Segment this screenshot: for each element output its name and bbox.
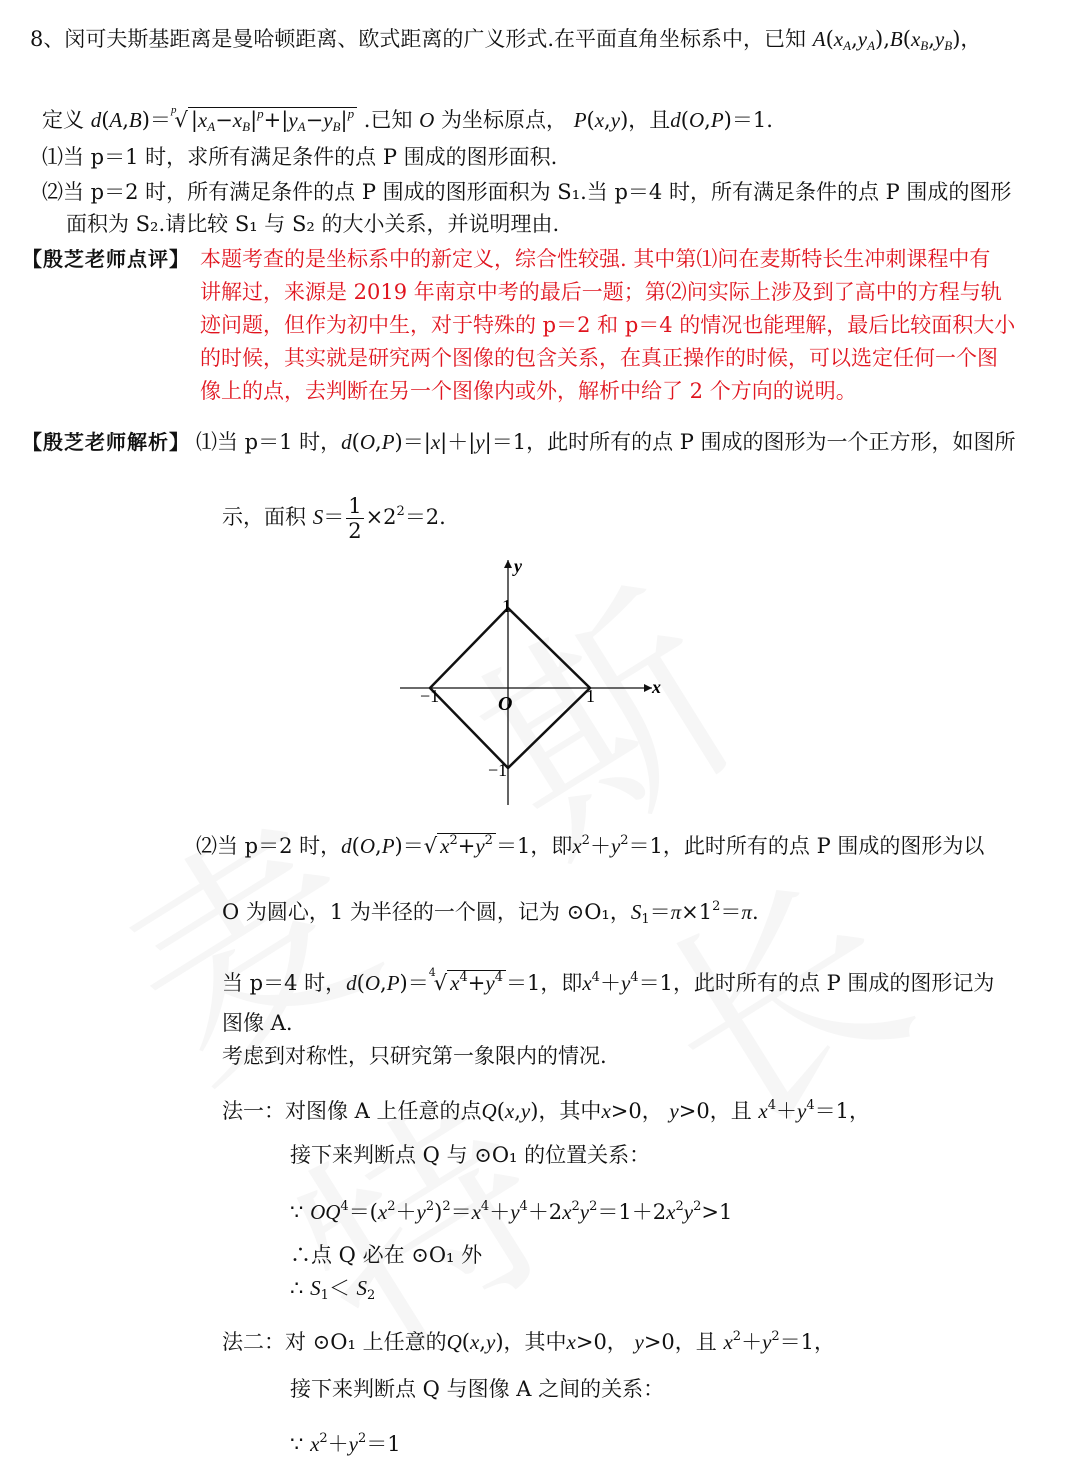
tick-label-left: −1 xyxy=(420,686,440,706)
s1-s2-comparison: $S_1< S_2$ xyxy=(310,1276,376,1303)
distance-definition-formula: d(A,B)＝$^p$√ $|x_A-x_B|^p+|y_A-y_B|^p$ xyxy=(91,108,357,132)
tick-label-bottom: −1 xyxy=(488,760,508,780)
comment-line-1: 本题考查的是坐标系中的新定义，综合性较强. 其中第⑴问在麦斯特长生冲刺课程中有 xyxy=(200,247,991,271)
point-q-formula: Q(x,y) xyxy=(481,1099,539,1123)
comment-line-2: 讲解过，来源是 2019 年南京中考的最后一题；第⑵问实际上涉及到了高中的方程与轨 xyxy=(200,280,1002,304)
origin-label: O xyxy=(498,693,513,715)
solution-part-1 xyxy=(196,427,1016,457)
problem-part-1: ⑴当 p＝1 时，求所有满足条件的点 P 围成的图形面积. xyxy=(42,145,558,169)
condition-formula: d(O,P)＝1. xyxy=(670,108,773,132)
solution-part-2-suffix: ，此时所有的点 P 围成的图形为以 xyxy=(662,834,985,858)
tick-label-top: 1 xyxy=(502,596,511,616)
p4-suffix: ，此时所有的点 P 围成的图形记为 xyxy=(672,971,995,995)
solution-part-2-mid: ，即 xyxy=(530,834,573,858)
solution-part-2-prefix: ⑵当 p＝2 时， xyxy=(196,834,342,858)
area-prefix: 示，面积 xyxy=(222,505,306,529)
point-q-formula-2: Q(x,y) xyxy=(446,1330,504,1354)
definition-suffix: .已知 xyxy=(363,108,413,132)
p1-distance-formula: d(O,P)＝|x|＋|y|＝1 xyxy=(341,430,527,454)
method-1-therefore-2 xyxy=(290,1273,375,1311)
method-2-conditions: x>0， y>0，且 $x^2+y^2=1$， xyxy=(566,1329,836,1354)
condition-text: ，且 xyxy=(628,108,671,132)
problem-intro: 闵可夫斯基距离是曼哈顿距离、欧式距离的广义形式.在平面直角坐标系中，已知 xyxy=(64,27,807,51)
definition-prefix: 定义 xyxy=(42,108,84,132)
p4-equation: $x^4+y^4=1$ xyxy=(582,970,673,995)
method-1-suffix: ，其中 xyxy=(538,1099,602,1123)
comment-line-5: 像上的点，去判断在另一个图像内或外，解析中给了 2 个方向的说明。 xyxy=(200,379,857,403)
origin-text: 为坐标原点， xyxy=(441,108,567,132)
p4-mid: ，即 xyxy=(540,971,583,995)
solution-part-1-area xyxy=(222,494,446,543)
x-axis-arrow xyxy=(644,684,652,692)
circle-text: O 为圆心，1 为半径的一个圆，记为 ⊙O₁， xyxy=(222,900,631,924)
comment-line-3: 迹问题，但作为初中生，对于特殊的 p＝2 和 p＝4 的情况也能理解，最后比较面积大小 xyxy=(200,313,1016,337)
square-diagram xyxy=(390,550,680,810)
method-1-because xyxy=(290,1192,732,1227)
comment-label: 【殷芝老师点评】 xyxy=(22,247,190,271)
circle-definition xyxy=(222,892,759,935)
problem-part-2-line-1: ⑵当 p＝2 时，所有满足条件的点 P 围成的图形面积为 S₁.当 p＝4 时，所有满足条件的点 P 围成的图形 xyxy=(42,180,1012,204)
method-1-conditions: x>0， y>0，且 $x^4+y^4=1$， xyxy=(601,1098,870,1123)
p2-distance-formula: d(O,P)＝√ $x^2+y^2 =1$ xyxy=(341,833,531,858)
solution-label: 【殷芝老师解析】 xyxy=(22,430,190,454)
x-axis-label: x xyxy=(652,677,661,697)
y-axis-label: y xyxy=(514,556,522,576)
because-symbol-2: ∵ xyxy=(290,1432,304,1456)
symmetry-note: 考虑到对称性，只研究第一象限内的情况. xyxy=(222,1044,607,1068)
p4-distance-formula: d(O,P)＝$^4$√ $x^4+y^4 =1$ xyxy=(346,966,541,995)
therefore-symbol: ∴ xyxy=(290,1276,304,1300)
origin-symbol: O xyxy=(419,108,435,132)
method-2-intro xyxy=(222,1322,835,1357)
method-2-because xyxy=(290,1424,401,1459)
solution-part-2 xyxy=(196,826,984,861)
points-ab-formula: $A(x_A,y_A),B(x_B,y_B)$， xyxy=(812,27,982,53)
point-p-formula: P(x,y) xyxy=(573,108,629,132)
problem-line-2 xyxy=(42,95,773,143)
problem-line-1 xyxy=(30,24,981,62)
circle-equation: $x^2+y^2=1$ xyxy=(572,833,663,858)
method-1-therefore-1: ∴点 Q 必在 ⊙O₁ 外 xyxy=(290,1243,483,1267)
method-1-next: 接下来判断点 Q 与 ⊙O₁ 的位置关系： xyxy=(290,1143,651,1167)
area-formula: S＝ $\frac{1}{2}$ $\times 2^2=2$. xyxy=(312,494,446,543)
method-2-prefix: 法二：对 ⊙O₁ 上任意的 xyxy=(222,1330,447,1354)
comment-line-4: 的时候，其实就是研究两个图像的包含关系，在真正操作的时候，可以选定任何一个图 xyxy=(200,346,998,370)
oq4-formula: $OQ^4=(x^2+y^2)^2=x^4+y^4+2x^2y^2=1+2x^2y^2>1$ xyxy=(310,1199,733,1224)
image-a-label: 图像 A. xyxy=(222,1011,293,1035)
because-symbol-1: ∵ xyxy=(290,1200,304,1224)
p4-prefix: 当 p＝4 时， xyxy=(222,971,347,995)
circle-equation-2: $x^2+y^2=1$ xyxy=(310,1431,401,1456)
solution-part-1-suffix: ，此时所有的点 P 围成的图形为一个正方形，如图所 xyxy=(526,430,1016,454)
method-1-intro xyxy=(222,1091,870,1126)
watermark xyxy=(54,367,1080,1416)
problem-number: 8、 xyxy=(30,27,65,51)
y-axis-arrow xyxy=(504,560,512,568)
s1-formula: $S_1=\pi\times 1^2=\pi$. xyxy=(630,899,759,927)
solution-part-1-prefix: ⑴当 p＝1 时， xyxy=(196,430,342,454)
method-2-next: 接下来判断点 Q 与图像 A 之间的关系： xyxy=(290,1377,665,1401)
method-2-suffix: ，其中 xyxy=(503,1330,567,1354)
problem-part-2-line-2: 面积为 S₂.请比较 S₁ 与 S₂ 的大小关系，并说明理由. xyxy=(66,212,560,236)
tick-label-right: 1 xyxy=(586,686,595,706)
method-1-prefix: 法一：对图像 A 上任意的点 xyxy=(222,1099,482,1123)
solution-p4 xyxy=(222,958,994,998)
